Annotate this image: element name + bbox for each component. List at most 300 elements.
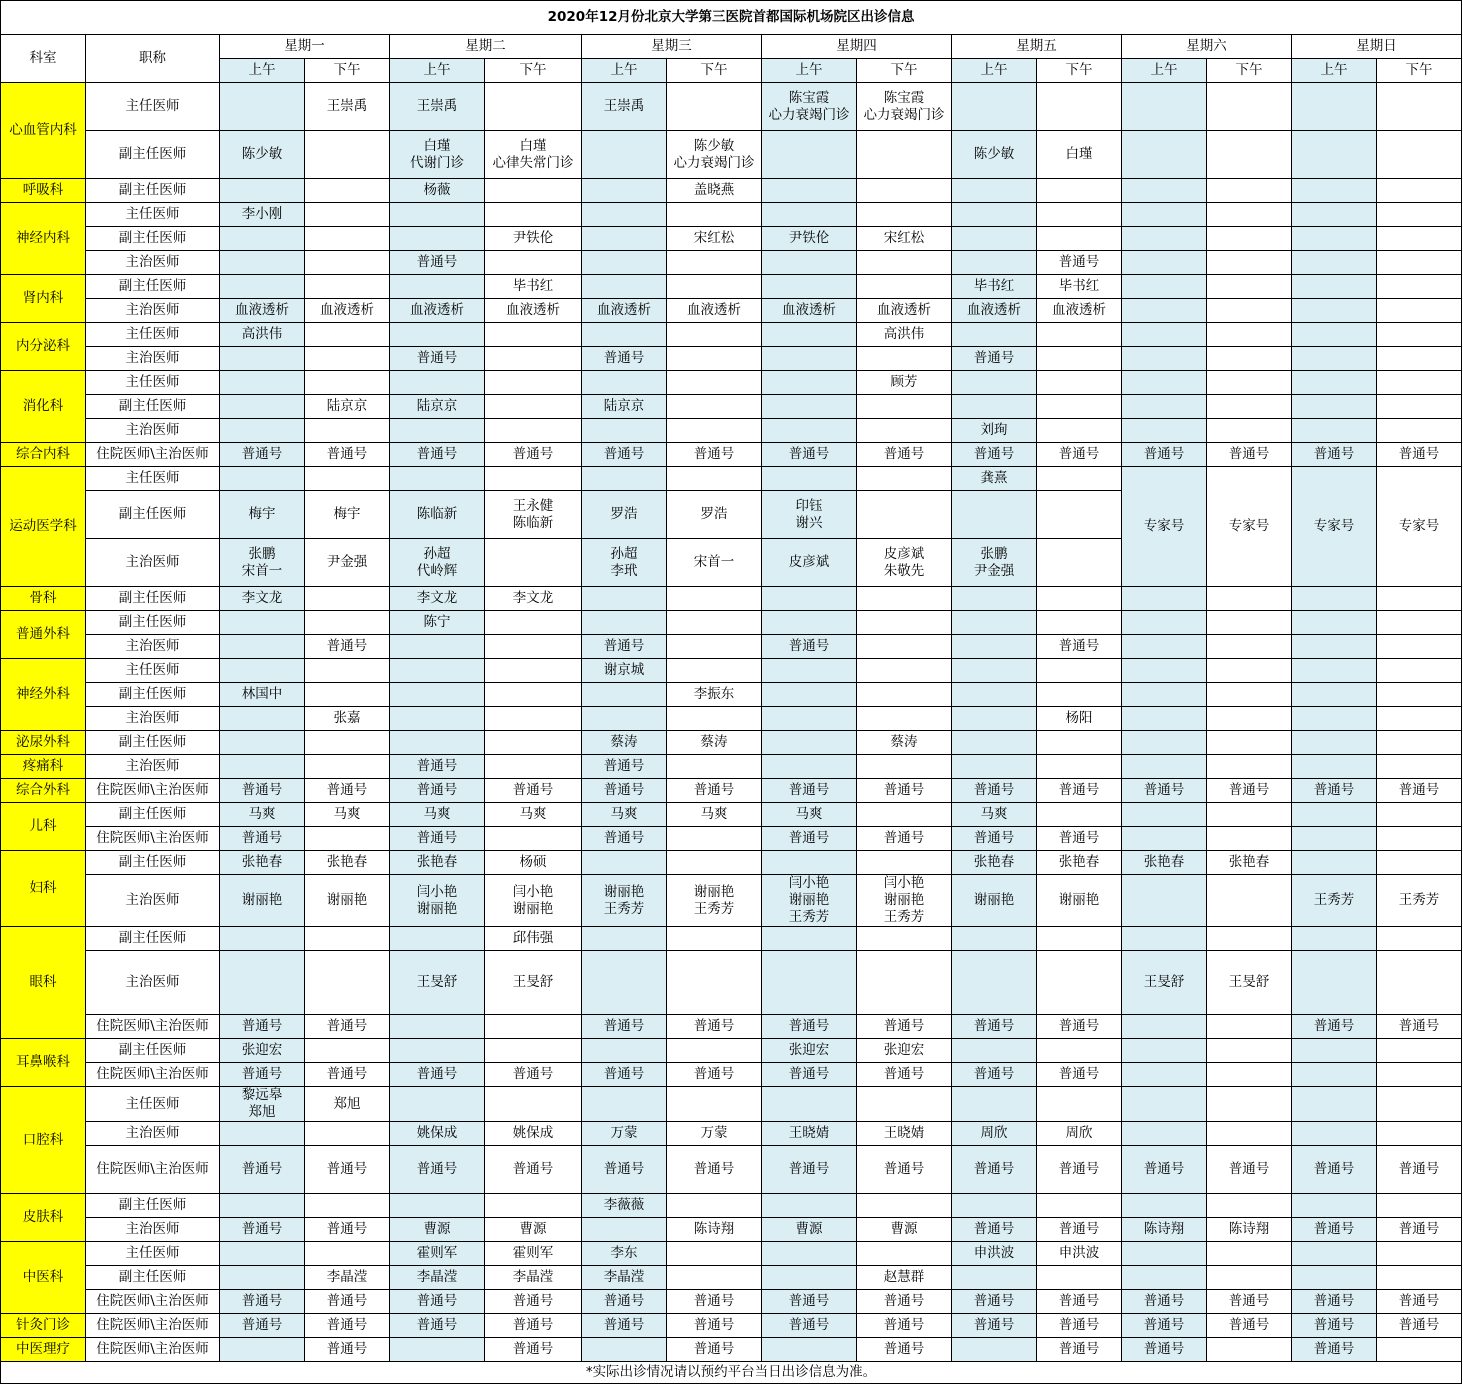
schedule-cell: 普通号	[485, 1146, 582, 1194]
schedule-cell: 谢丽艳 王秀芳	[667, 875, 762, 927]
doctor-title: 主治医师	[86, 1218, 220, 1242]
schedule-cell	[1207, 1063, 1292, 1087]
schedule-cell: 普通号	[1207, 779, 1292, 803]
schedule-cell: 尹铁伦	[485, 227, 582, 251]
schedule-cell	[952, 927, 1037, 951]
schedule-cell: 普通号	[857, 1338, 952, 1362]
schedule-cell	[390, 635, 485, 659]
doctor-title: 主任医师	[86, 467, 220, 491]
schedule-cell	[220, 347, 305, 371]
schedule-cell: 申洪波	[1037, 1242, 1122, 1266]
schedule-cell: 张艳春	[1122, 851, 1207, 875]
schedule-cell: 普通号	[390, 779, 485, 803]
schedule-cell: 普通号	[1377, 1314, 1462, 1338]
table-row	[1, 803, 1462, 827]
schedule-cell	[390, 1015, 485, 1039]
schedule-cell	[1037, 659, 1122, 683]
schedule-cell: 陈少敏	[220, 131, 305, 179]
schedule-cell	[305, 347, 390, 371]
schedule-cell	[305, 1194, 390, 1218]
schedule-cell	[1377, 1266, 1462, 1290]
schedule-cell: 李文龙	[485, 587, 582, 611]
am-header: 上午	[1292, 59, 1377, 83]
schedule-cell	[1037, 1194, 1122, 1218]
schedule-cell	[1122, 659, 1207, 683]
day-header-sun: 星期日	[1292, 35, 1462, 59]
table-row	[1, 731, 1462, 755]
schedule-cell	[1292, 731, 1377, 755]
dept-name: 耳鼻喉科	[1, 1039, 86, 1087]
schedule-cell: 梅宇	[220, 491, 305, 539]
schedule-cell: 普通号	[952, 827, 1037, 851]
schedule-cell	[1037, 203, 1122, 227]
schedule-cell: 尹铁伦	[762, 227, 857, 251]
schedule-cell: 宋红松	[667, 227, 762, 251]
schedule-cell	[220, 227, 305, 251]
schedule-cell	[1122, 707, 1207, 731]
schedule-cell	[1377, 951, 1462, 1015]
table-row	[1, 1039, 1462, 1063]
am-header: 上午	[390, 59, 485, 83]
schedule-cell: 血液透析	[952, 299, 1037, 323]
weekend-expert-cell: 专家号	[1122, 467, 1207, 587]
schedule-cell	[305, 587, 390, 611]
schedule-cell	[762, 731, 857, 755]
schedule-cell	[1122, 1194, 1207, 1218]
schedule-cell	[485, 659, 582, 683]
schedule-cell: 普通号	[1377, 1290, 1462, 1314]
schedule-cell: 李文龙	[390, 587, 485, 611]
schedule-cell	[305, 203, 390, 227]
schedule-cell: 普通号	[1377, 1146, 1462, 1194]
schedule-cell: 梅宇	[305, 491, 390, 539]
schedule-cell	[390, 467, 485, 491]
schedule-cell	[582, 371, 667, 395]
schedule-cell	[1037, 323, 1122, 347]
schedule-cell	[1377, 323, 1462, 347]
schedule-cell: 王晓婧	[857, 1122, 952, 1146]
schedule-cell: 谢丽艳	[1037, 875, 1122, 927]
schedule-cell	[485, 347, 582, 371]
schedule-cell	[1292, 227, 1377, 251]
schedule-cell	[1207, 419, 1292, 443]
schedule-cell: 普通号	[582, 1290, 667, 1314]
schedule-cell	[1122, 227, 1207, 251]
schedule-cell: 普通号	[390, 443, 485, 467]
schedule-cell	[857, 707, 952, 731]
day-header-mon: 星期一	[220, 35, 390, 59]
schedule-cell	[1207, 371, 1292, 395]
title-header: 职称	[86, 35, 220, 83]
schedule-cell	[952, 203, 1037, 227]
schedule-cell: 张嘉	[305, 707, 390, 731]
schedule-cell: 李振东	[667, 683, 762, 707]
schedule-cell: 普通号	[1207, 1314, 1292, 1338]
schedule-cell: 血液透析	[667, 299, 762, 323]
schedule-cell: 普通号	[857, 1015, 952, 1039]
schedule-cell	[1207, 179, 1292, 203]
schedule-cell: 普通号	[667, 1015, 762, 1039]
doctor-title: 副主任医师	[86, 131, 220, 179]
schedule-cell	[1377, 347, 1462, 371]
schedule-cell	[857, 611, 952, 635]
schedule-cell	[1377, 395, 1462, 419]
schedule-cell	[1292, 827, 1377, 851]
schedule-cell	[857, 683, 952, 707]
schedule-cell: 姚保成	[390, 1122, 485, 1146]
schedule-cell	[1292, 203, 1377, 227]
schedule-cell	[390, 1194, 485, 1218]
table-row	[1, 1015, 1462, 1039]
schedule-cell: 闫小艳 谢丽艳	[390, 875, 485, 927]
schedule-cell: 普通号	[952, 1063, 1037, 1087]
table-row	[1, 1290, 1462, 1314]
schedule-cell: 血液透析	[390, 299, 485, 323]
schedule-cell	[390, 1087, 485, 1122]
schedule-cell	[762, 1242, 857, 1266]
schedule-cell	[762, 851, 857, 875]
table-row	[1, 371, 1462, 395]
table-row	[1, 467, 1462, 491]
schedule-cell: 杨硕	[485, 851, 582, 875]
day-header-sat: 星期六	[1122, 35, 1292, 59]
schedule-cell	[582, 1039, 667, 1063]
schedule-cell	[582, 1087, 667, 1122]
schedule-cell	[1207, 803, 1292, 827]
schedule-cell	[1207, 1039, 1292, 1063]
doctor-title: 副主任医师	[86, 275, 220, 299]
schedule-cell	[1292, 683, 1377, 707]
schedule-cell	[1207, 827, 1292, 851]
table-row	[1, 251, 1462, 275]
schedule-cell	[485, 827, 582, 851]
schedule-cell: 李晶滢	[390, 1266, 485, 1290]
schedule-cell: 普通号	[1037, 251, 1122, 275]
schedule-cell: 普通号	[667, 443, 762, 467]
day-header-tue: 星期二	[390, 35, 582, 59]
doctor-title: 副主任医师	[86, 611, 220, 635]
dept-name: 呼吸科	[1, 179, 86, 203]
table-row	[1, 83, 1462, 131]
schedule-cell: 普通号	[1037, 1290, 1122, 1314]
schedule-cell	[1292, 131, 1377, 179]
schedule-cell: 张艳春	[952, 851, 1037, 875]
schedule-cell: 蔡涛	[857, 731, 952, 755]
schedule-cell: 郑旭	[305, 1087, 390, 1122]
doctor-title: 住院医师\主治医师	[86, 1063, 220, 1087]
schedule-cell: 周欣	[1037, 1122, 1122, 1146]
schedule-cell: 曹源	[762, 1218, 857, 1242]
schedule-cell: 陈诗翔	[1207, 1218, 1292, 1242]
doctor-title: 住院医师\主治医师	[86, 1338, 220, 1362]
schedule-cell	[390, 927, 485, 951]
doctor-title: 副主任医师	[86, 1194, 220, 1218]
schedule-cell: 霍则军	[390, 1242, 485, 1266]
schedule-cell	[667, 1242, 762, 1266]
schedule-cell	[305, 275, 390, 299]
schedule-cell	[305, 467, 390, 491]
schedule-cell: 普通号	[305, 1338, 390, 1362]
schedule-cell	[1207, 347, 1292, 371]
schedule-cell	[1207, 755, 1292, 779]
schedule-cell: 周欣	[952, 1122, 1037, 1146]
schedule-cell	[485, 251, 582, 275]
schedule-cell	[762, 587, 857, 611]
schedule-cell	[952, 635, 1037, 659]
schedule-cell: 李小刚	[220, 203, 305, 227]
schedule-cell	[1122, 1266, 1207, 1290]
schedule-cell: 普通号	[857, 1290, 952, 1314]
weekend-expert-cell: 专家号	[1292, 467, 1377, 587]
schedule-cell	[1037, 371, 1122, 395]
table-row	[1, 347, 1462, 371]
schedule-cell	[1207, 635, 1292, 659]
schedule-cell	[582, 227, 667, 251]
schedule-cell	[1377, 803, 1462, 827]
schedule-cell	[485, 539, 582, 587]
schedule-cell: 张迎宏	[762, 1039, 857, 1063]
schedule-cell: 普通号	[762, 635, 857, 659]
doctor-title: 住院医师\主治医师	[86, 1290, 220, 1314]
schedule-cell	[1377, 203, 1462, 227]
schedule-cell	[220, 179, 305, 203]
table-row	[1, 203, 1462, 227]
table-row	[1, 875, 1462, 927]
schedule-cell: 杨阳	[1037, 707, 1122, 731]
schedule-cell	[857, 803, 952, 827]
schedule-cell	[667, 83, 762, 131]
schedule-cell: 李东	[582, 1242, 667, 1266]
schedule-cell	[667, 755, 762, 779]
schedule-cell	[762, 347, 857, 371]
schedule-cell	[1122, 131, 1207, 179]
schedule-cell	[220, 467, 305, 491]
doctor-title: 主治医师	[86, 707, 220, 731]
schedule-cell: 普通号	[485, 1338, 582, 1362]
schedule-cell	[952, 731, 1037, 755]
table-row	[1, 1338, 1462, 1362]
dept-name: 泌尿外科	[1, 731, 86, 755]
schedule-cell	[1037, 467, 1122, 491]
schedule-cell: 普通号	[582, 443, 667, 467]
schedule-cell: 普通号	[1377, 443, 1462, 467]
schedule-cell	[305, 927, 390, 951]
schedule-cell	[582, 467, 667, 491]
schedule-cell: 普通号	[485, 1314, 582, 1338]
schedule-cell: 陈临新	[390, 491, 485, 539]
schedule-cell	[762, 1087, 857, 1122]
schedule-cell: 张艳春	[305, 851, 390, 875]
schedule-cell	[305, 1242, 390, 1266]
schedule-cell	[1377, 851, 1462, 875]
dept-name: 消化科	[1, 371, 86, 443]
schedule-cell: 普通号	[390, 755, 485, 779]
schedule-cell	[1292, 179, 1377, 203]
schedule-cell: 普通号	[667, 1314, 762, 1338]
schedule-cell	[857, 927, 952, 951]
table-row	[1, 1314, 1462, 1338]
schedule-cell: 马爽	[220, 803, 305, 827]
schedule-cell	[1207, 299, 1292, 323]
schedule-cell	[1037, 419, 1122, 443]
schedule-cell: 龚熹	[952, 467, 1037, 491]
schedule-cell: 普通号	[1292, 1146, 1377, 1194]
schedule-cell: 普通号	[762, 1063, 857, 1087]
schedule-cell	[1292, 927, 1377, 951]
schedule-cell	[1377, 299, 1462, 323]
schedule-cell	[952, 371, 1037, 395]
schedule-cell	[667, 323, 762, 347]
weekend-expert-cell: 专家号	[1207, 467, 1292, 587]
schedule-cell: 陈宁	[390, 611, 485, 635]
schedule-cell	[305, 323, 390, 347]
schedule-cell: 马爽	[305, 803, 390, 827]
table-row	[1, 587, 1462, 611]
pm-header: 下午	[1207, 59, 1292, 83]
schedule-cell	[952, 395, 1037, 419]
doctor-title: 副主任医师	[86, 1266, 220, 1290]
table-row	[1, 755, 1462, 779]
schedule-cell: 王秀芳	[1292, 875, 1377, 927]
table-row	[1, 419, 1462, 443]
doctor-title: 住院医师\主治医师	[86, 1015, 220, 1039]
schedule-cell	[485, 1039, 582, 1063]
schedule-cell	[582, 131, 667, 179]
schedule-cell	[1122, 1122, 1207, 1146]
schedule-cell: 普通号	[485, 443, 582, 467]
schedule-cell	[667, 851, 762, 875]
schedule-cell	[1292, 1087, 1377, 1122]
schedule-cell: 普通号	[762, 1290, 857, 1314]
am-header: 上午	[582, 59, 667, 83]
schedule-cell: 王秀芳	[1377, 875, 1462, 927]
schedule-cell	[1207, 275, 1292, 299]
schedule-cell: 普通号	[582, 827, 667, 851]
schedule-cell	[390, 731, 485, 755]
table-row	[1, 299, 1462, 323]
schedule-cell: 普通号	[1292, 1290, 1377, 1314]
schedule-cell	[1207, 1266, 1292, 1290]
schedule-cell	[1377, 179, 1462, 203]
schedule-cell	[1122, 347, 1207, 371]
table-row	[1, 951, 1462, 1015]
doctor-title: 主任医师	[86, 371, 220, 395]
schedule-cell	[762, 467, 857, 491]
schedule-cell	[857, 491, 952, 539]
schedule-cell: 普通号	[952, 347, 1037, 371]
schedule-cell	[667, 611, 762, 635]
schedule-cell: 普通号	[1292, 1218, 1377, 1242]
dept-name: 针灸门诊	[1, 1314, 86, 1338]
schedule-cell	[1122, 83, 1207, 131]
schedule-cell	[667, 1087, 762, 1122]
schedule-cell	[857, 419, 952, 443]
schedule-cell	[1377, 1039, 1462, 1063]
schedule-cell	[762, 683, 857, 707]
schedule-cell	[1377, 707, 1462, 731]
schedule-cell: 顾芳	[857, 371, 952, 395]
schedule-cell: 普通号	[857, 779, 952, 803]
schedule-cell	[1122, 587, 1207, 611]
schedule-cell	[485, 683, 582, 707]
schedule-cell	[762, 323, 857, 347]
schedule-cell: 普通号	[485, 1063, 582, 1087]
schedule-cell: 陈宝霞 心力衰竭门诊	[857, 83, 952, 131]
schedule-cell	[582, 851, 667, 875]
schedule-cell: 普通号	[667, 1063, 762, 1087]
schedule-cell	[220, 275, 305, 299]
schedule-cell: 普通号	[305, 779, 390, 803]
table-row	[1, 395, 1462, 419]
table-row	[1, 275, 1462, 299]
schedule-cell	[485, 83, 582, 131]
schedule-cell: 普通号	[1122, 443, 1207, 467]
schedule-cell: 皮彦斌	[762, 539, 857, 587]
schedule-cell: 普通号	[857, 443, 952, 467]
schedule-cell	[220, 1266, 305, 1290]
dept-name: 眼科	[1, 927, 86, 1039]
day-header-fri: 星期五	[952, 35, 1122, 59]
doctor-title: 主任医师	[86, 1242, 220, 1266]
doctor-title: 主治医师	[86, 875, 220, 927]
schedule-cell: 血液透析	[220, 299, 305, 323]
schedule-cell	[1207, 611, 1292, 635]
schedule-cell: 杨薇	[390, 179, 485, 203]
schedule-cell	[1292, 803, 1377, 827]
dept-name: 中医理疗	[1, 1338, 86, 1362]
schedule-cell	[1292, 1266, 1377, 1290]
schedule-cell	[762, 203, 857, 227]
schedule-cell: 陈少敏 心力衰竭门诊	[667, 131, 762, 179]
schedule-cell	[1292, 299, 1377, 323]
schedule-cell: 普通号	[1377, 1218, 1462, 1242]
schedule-cell	[1037, 755, 1122, 779]
schedule-cell	[485, 179, 582, 203]
schedule-cell	[1122, 1039, 1207, 1063]
schedule-cell: 王旻舒	[485, 951, 582, 1015]
schedule-cell	[1122, 635, 1207, 659]
schedule-cell	[1377, 275, 1462, 299]
schedule-cell: 普通号	[857, 827, 952, 851]
schedule-cell	[1037, 951, 1122, 1015]
title-row	[1, 1, 1462, 35]
schedule-cell: 普通号	[952, 779, 1037, 803]
schedule-cell: 普通号	[1037, 1314, 1122, 1338]
schedule-cell	[1377, 587, 1462, 611]
schedule-cell	[857, 587, 952, 611]
dept-name: 妇科	[1, 851, 86, 927]
schedule-cell	[952, 491, 1037, 539]
schedule-cell	[1377, 1194, 1462, 1218]
schedule-cell: 血液透析	[485, 299, 582, 323]
schedule-cell: 普通号	[952, 1146, 1037, 1194]
schedule-cell	[667, 371, 762, 395]
schedule-cell: 王旻舒	[1207, 951, 1292, 1015]
schedule-cell	[582, 419, 667, 443]
schedule-cell	[1122, 1242, 1207, 1266]
schedule-cell: 霍则军	[485, 1242, 582, 1266]
schedule-cell	[1207, 1194, 1292, 1218]
schedule-cell: 普通号	[1207, 1290, 1292, 1314]
doctor-title: 主治医师	[86, 635, 220, 659]
schedule-cell	[220, 395, 305, 419]
schedule-cell	[667, 419, 762, 443]
schedule-cell: 普通号	[582, 1314, 667, 1338]
sheet-title: 2020年12月份北京大学第三医院首都国际机场院区出诊信息	[1, 1, 1462, 35]
schedule-cell: 普通号	[1037, 635, 1122, 659]
schedule-cell	[762, 611, 857, 635]
dept-name: 骨科	[1, 587, 86, 611]
